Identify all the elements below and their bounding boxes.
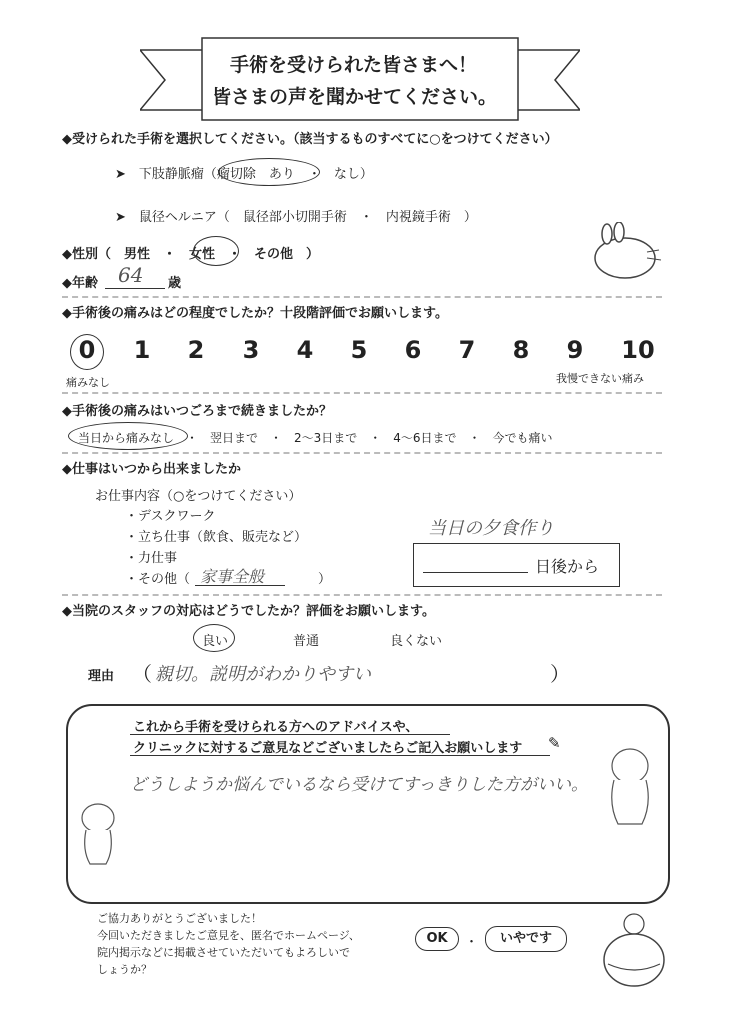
surgery-option-varicose[interactable]: ➤ 下肢静脈瘤（瘤切除 あり ・ なし） [115,167,373,182]
work-item-other-close: ） [318,572,332,587]
work-item-desk[interactable]: ・デスクワーク [125,509,216,524]
handwritten-circle-zero [70,334,104,370]
age-label: ◆年齢 [62,276,98,291]
gender-question[interactable]: ◆性別（ 男性 ・ 女性 ・ その他 ） [62,247,319,262]
pain-scale-8[interactable]: 8 [512,336,530,364]
footer-line4: しょうか？ [97,963,152,976]
pain-scale-5[interactable]: 5 [350,336,368,364]
pain-scale-3[interactable]: 3 [242,336,260,364]
work-content-label: お仕事内容（○をつけてください） [95,489,302,504]
pain-question: ◆手術後の痛みはどの程度でしたか？十段階評価でお願いします。 [62,306,448,321]
work-item-physical[interactable]: ・力仕事 [125,551,178,566]
work-days-suffix: 日後から [535,557,600,576]
work-item-standing[interactable]: ・立ち仕事（飲食、販売など） [125,530,308,545]
advice-line2: クリニックに対するご意見などございましたらご記入お願いします [133,741,523,756]
pain-max-label: 我慢できない痛み [556,372,644,385]
duration-options[interactable]: 当日から痛みなし ・ 翌日まで ・ 2～3日まで ・ 4～6日まで ・ 今でも痛い [78,431,553,445]
divider [62,296,662,298]
work-handwritten-when[interactable]: 当日の夕食作り [428,518,554,539]
no-button[interactable]: いやです [485,926,567,952]
staff-question: ◆当院のスタッフの対応はどうでしたか？評価をお願いします。 [62,604,435,619]
duration-question: ◆手術後の痛みはいつごろまで続きましたか？ [62,404,332,419]
work-item-other[interactable]: ・その他（ [125,572,191,587]
pain-scale-4[interactable]: 4 [296,336,314,364]
work-question: ◆仕事はいつから出来ましたか [62,462,241,477]
pain-scale-6[interactable]: 6 [404,336,422,364]
footer-line3: 院内掲示などに掲載させていただいてもよろしいで [97,946,350,959]
staff-reason-close: ） [550,662,570,686]
staff-rating-bad[interactable]: 良くない [390,634,443,649]
advice-handwritten[interactable]: どうしようか悩んでいるなら受けてすっきりした方がいい。 [130,775,588,795]
mascot-illustration-icon [598,910,670,990]
divider [62,452,662,454]
advice-line1: これから手術を受けられる方へのアドバイスや、 [133,720,419,735]
banner-line2: 皆さまの声を聞かせてください。 [212,86,498,108]
age-underline [105,288,165,289]
ok-button[interactable]: OK [415,927,459,951]
staff-reason-label: 理由 [88,669,115,684]
banner-line1: 手術を受けられた皆さまへ！ [230,54,478,76]
handwritten-circle-female [193,236,239,266]
pain-scale-10[interactable]: 10 [621,336,655,364]
staff-rating-good[interactable]: 良い [202,634,229,649]
footer-line2: 今回いただきましたご意見を、匿名でホームページ、 [97,929,360,942]
bear-left-illustration-icon [72,800,124,870]
pencil-icon: ✎ [548,734,561,752]
footer-sep: ・ [465,935,479,950]
title-banner [140,30,580,125]
age-unit: 歳 [168,276,182,291]
surgery-question: ◆受けられた手術を選択してください。（該当するものすべてに○をつけてください） [62,132,558,147]
staff-reason-value[interactable]: 親切。説明がわかりやすい [155,664,371,685]
pain-scale-9[interactable]: 9 [566,336,584,364]
work-other-value[interactable]: 家事全般 [200,567,265,586]
advice-underline1 [130,734,450,735]
pain-scale-2[interactable]: 2 [187,336,205,364]
work-days-underline [423,572,528,573]
divider [62,392,662,394]
staff-reason-open: （ [132,662,152,686]
pain-scale-0[interactable]: 0 [78,336,96,364]
age-value[interactable]: 64 [118,263,144,287]
staff-rating-normal[interactable]: 普通 [293,634,320,649]
bunny-illustration-icon [585,222,665,282]
handwritten-circle-good [193,624,235,652]
pain-min-label: 痛みなし [66,376,110,389]
handwritten-circle-same-day [68,422,188,450]
footer-thanks: ご協力ありがとうございました！ [97,912,262,925]
advice-underline2 [130,755,550,756]
pain-scale-1[interactable]: 1 [133,336,151,364]
surgery-option-hernia[interactable]: ➤ 鼠径ヘルニア（ 鼠径部小切開手術 ・ 内視鏡手術 ） [115,210,477,225]
bear-right-illustration-icon [600,744,660,830]
pain-scale-7[interactable]: 7 [458,336,476,364]
divider [62,594,662,596]
work-other-underline [195,585,285,586]
handwritten-circle-ryu [218,158,320,186]
